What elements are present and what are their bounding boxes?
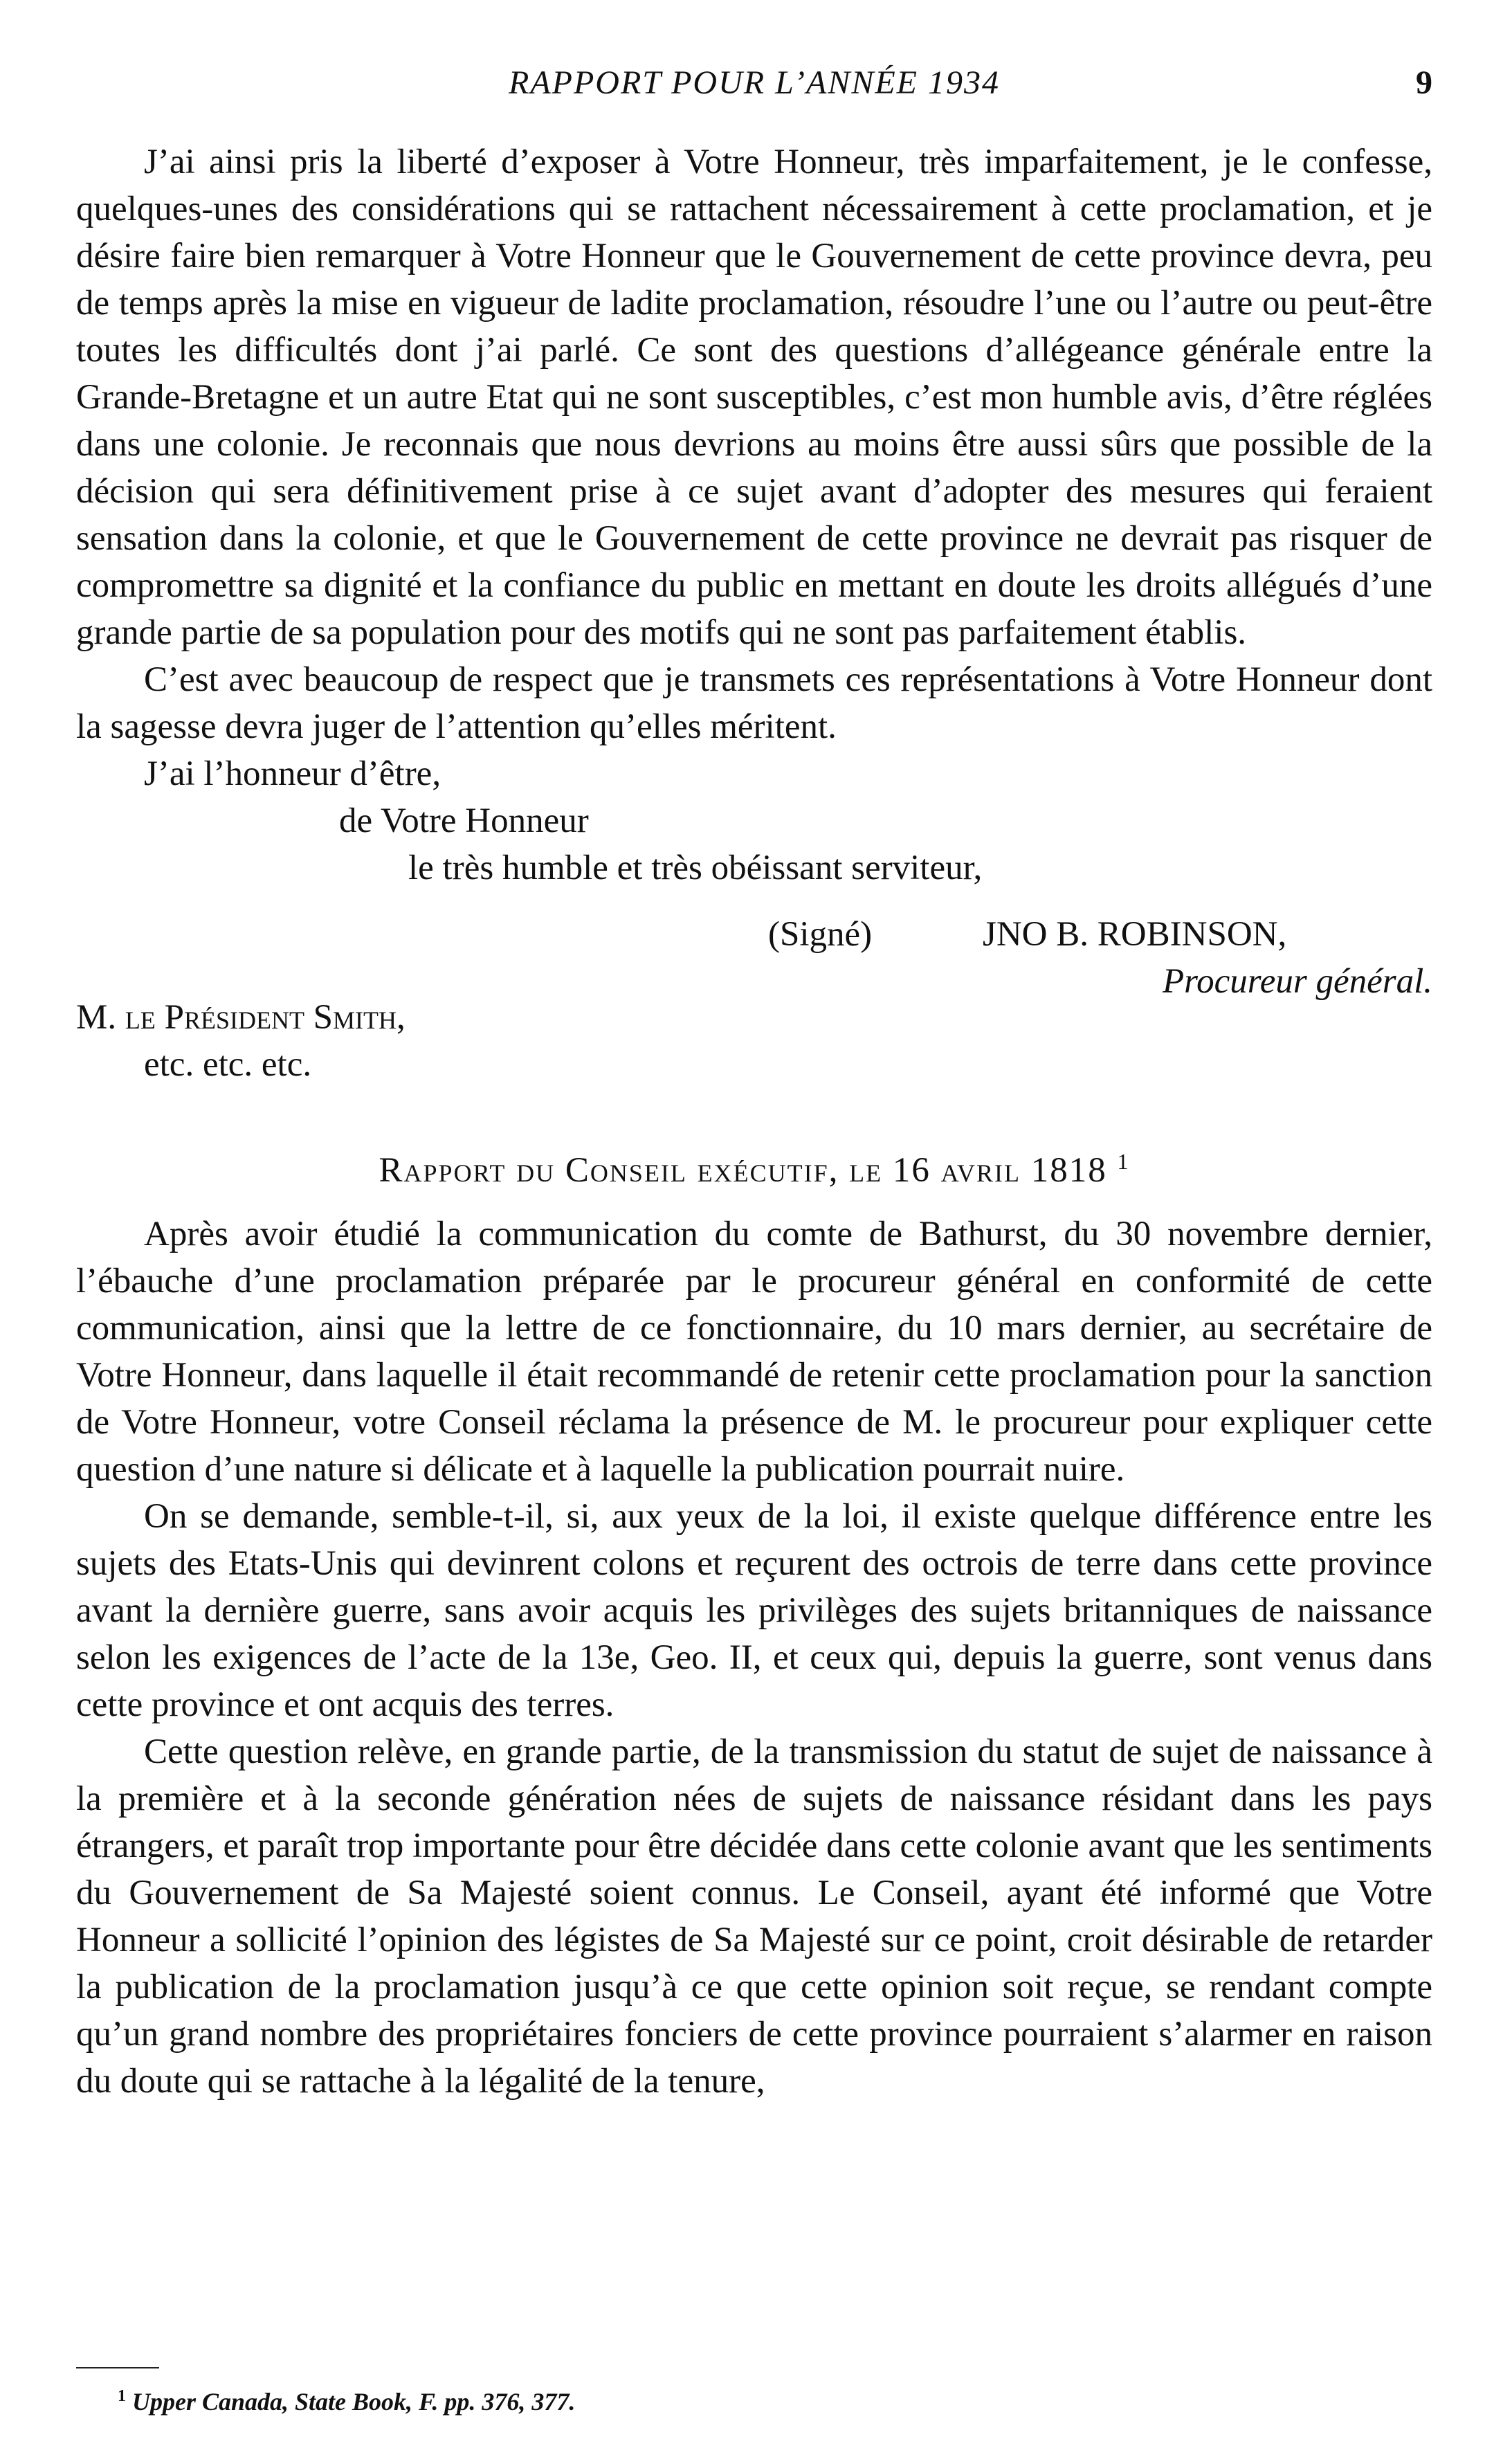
signer-title: Procureur général.	[1163, 962, 1432, 1001]
page-header	[76, 64, 1432, 112]
signature-block	[76, 911, 1432, 1008]
signed-note: (Signé)	[768, 915, 873, 954]
addressee-etc: etc. etc. etc.	[144, 1045, 312, 1084]
section-heading	[76, 1138, 1432, 1194]
section-heading-text: Rapport du Conseil exécutif, le 16 avril 1818	[379, 1151, 1107, 1190]
letter-paragraph: J’ai ainsi pris la liberté d’exposer à Votre Honneur, très imparfaitement, je le confesse, quelques-unes des considérations qui se rattachent nécessairement à cette proclamation, et je désire faire bien remarquer à Votre Honneur que le Gouvernement de cette province devra, peu de temps après la mise en vigueur de ladite proclamation, résoudre l’une ou l’autre ou peut-être toutes les difficultés dont j’ai parlé. Ce sont des questions d’allégeance générale entre la Grande-Bretagne et un autre Etat qui ne sont susceptibles, c’est mon humble avis, d’être réglées dans une colonie. Je reconnais que nous devrions au moins être aussi sûrs que possible de la décision qui sera définitivement prise à ce sujet avant d’adopter des mesures qui feraient sensation dans la colonie, et que le Gouvernement de cette province ne devrait pas risquer de compromettre sa dignité et la confiance du public en mettant en doute les droits allégués d’une grande partie de sa population pour des motifs qui ne sont pas parfaitement établis.	[76, 143, 1432, 652]
addressee-block	[76, 994, 1432, 1088]
footnote-text: Upper Canada, State Book, F. pp. 376, 377.	[132, 2388, 576, 2416]
addressee-name: M. le Président Smith,	[76, 998, 406, 1037]
letter-closing	[76, 750, 1432, 891]
closing-line: le très humble et très obéissant serviteur,	[408, 849, 983, 887]
section-paragraph: Après avoir étudié la communication du comte de Bathurst, du 30 novembre dernier, l’ébauche d’une proclamation préparée par le procureur général en conformité de cette communication, ainsi que la lettre de ce fonctionnaire, du 10 mars dernier, au secrétaire de Votre Honneur, dans laquelle il était recommandé de retenir cette proclamation pour la sanction de Votre Honneur, votre Conseil réclama la présence de M. le procureur pour expliquer cette question d’une nature si délicate et à laquelle la publication pourrait nuire.	[76, 1215, 1432, 1489]
footnote-marker: 1	[1117, 1149, 1130, 1174]
footnote-number: 1	[118, 2387, 126, 2405]
signer-name: JNO B. ROBINSON,	[983, 915, 1287, 954]
running-title: RAPPORT POUR L’ANNÉE 1934	[509, 64, 1000, 101]
closing-line: de Votre Honneur	[339, 801, 589, 840]
footnote-rule	[76, 2367, 159, 2368]
page-number: 9	[1416, 64, 1432, 101]
closing-line: J’ai l’honneur d’être,	[144, 754, 441, 793]
page-body	[76, 138, 1432, 2105]
footnote	[118, 2381, 575, 2417]
letter-paragraph: C’est avec beaucoup de respect que je transmets ces représentations à Votre Honneur dont la sagesse devra juger de l’attention qu’elles méritent.	[76, 660, 1432, 746]
section-paragraph: On se demande, semble-t-il, si, aux yeux de la loi, il existe quelque différence entre les sujets des Etats-Unis qui devinrent colons et reçurent des octrois de terre dans cette province avant la dernière guerre, sans avoir acquis les privilèges des sujets britanniques de naissance selon les exigences de l’acte de la 13e, Geo. II, et ceux qui, depuis la guerre, sont venus dans cette province et ont acquis des terres.	[76, 1497, 1432, 1724]
section-paragraph: Cette question relève, en grande partie, de la transmission du statut de sujet de naissance à la première et à la seconde génération nées de sujets de naissance résidant dans les pays étrangers, et paraît trop importante pour être décidée dans cette colonie avant que les sentiments du Gouvernement de Sa Majesté soient connus. Le Conseil, ayant été informé que Votre Honneur a sollicité l’opinion des légistes de Sa Majesté sur ce point, croit désirable de retarder la publication de la proclamation jusqu’à ce que cette opinion soit reçue, se rendant compte qu’un grand nombre des propriétaires fonciers de cette province pourraient s’alarmer en raison du doute qui se rattache à la légalité de la tenure,	[76, 1732, 1432, 2101]
